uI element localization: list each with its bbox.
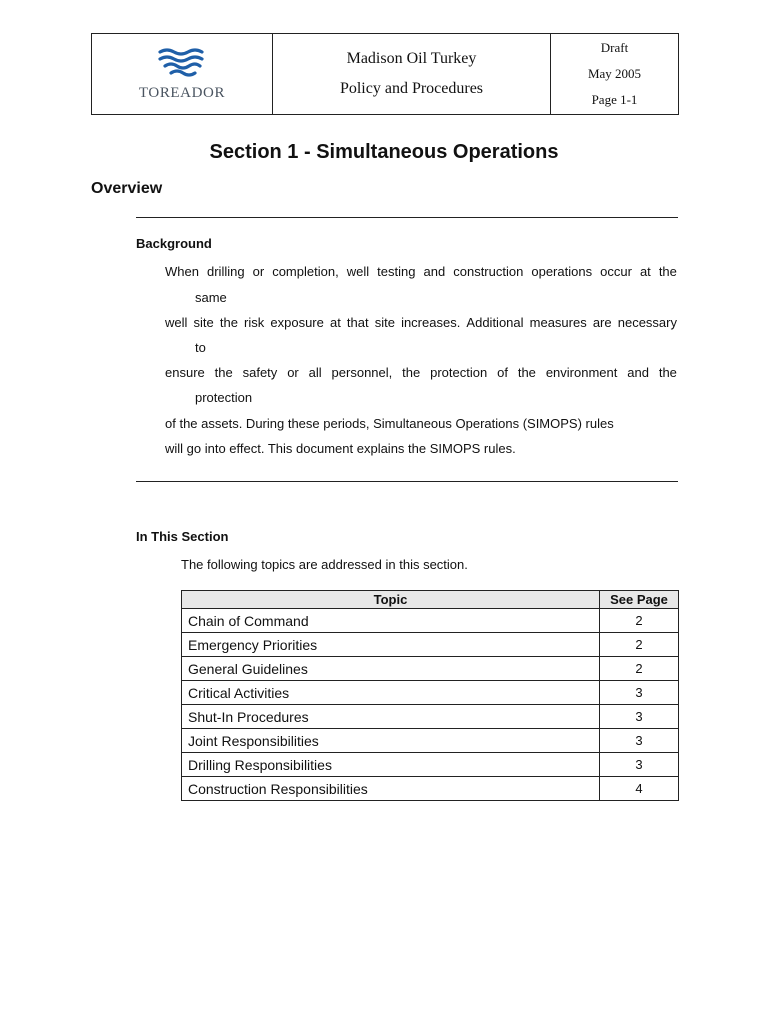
word: completion, <box>272 264 339 279</box>
word: at <box>329 315 341 330</box>
table-row <box>182 753 679 777</box>
word: the <box>658 264 677 279</box>
logo-cell <box>92 34 273 114</box>
header-title-cell <box>273 34 551 114</box>
word: construction <box>453 264 524 279</box>
word: testing <box>377 264 416 279</box>
page-cell: 3 <box>600 753 679 777</box>
table-row <box>182 681 679 705</box>
divider-top <box>136 217 678 218</box>
word: exposure <box>270 315 324 330</box>
word: protection <box>430 365 488 380</box>
logo-text: TOREADOR <box>138 84 226 101</box>
background-line-8: will go into effect. This document explains the SIMOPS rules. <box>165 441 516 456</box>
word: safety <box>242 365 278 380</box>
word: that <box>346 315 369 330</box>
table-row <box>182 729 679 753</box>
table-row <box>182 657 679 681</box>
table-row <box>182 609 679 633</box>
topic-cell: Emergency Priorities <box>182 633 600 657</box>
document-header <box>91 33 679 115</box>
topic-cell: Drilling Responsibilities <box>182 753 600 777</box>
word: increases. <box>401 315 461 330</box>
topic-cell: Shut-In Procedures <box>182 705 600 729</box>
word: measures <box>529 315 587 330</box>
topics-table-body <box>182 609 679 801</box>
divider-bottom <box>136 481 678 482</box>
word: personnel, <box>331 365 393 380</box>
topic-column-header: Topic <box>182 591 600 609</box>
table-row <box>182 705 679 729</box>
topic-cell: General Guidelines <box>182 657 600 681</box>
topic-cell: Construction Responsibilities <box>182 777 600 801</box>
section-title: Section 1 - Simultaneous Operations <box>209 141 559 163</box>
background-line-3 <box>165 315 677 330</box>
draft-status: Draft <box>600 40 629 55</box>
word: the <box>402 365 421 380</box>
word: all <box>308 365 322 380</box>
page-number: Page 1-1 <box>591 92 638 107</box>
word: and <box>627 365 649 380</box>
word: site <box>193 315 214 330</box>
word: or <box>287 365 299 380</box>
table-header-row <box>182 591 679 609</box>
toreador-logo-icon <box>157 47 207 77</box>
word: the <box>517 365 536 380</box>
page-cell: 3 <box>600 729 679 753</box>
word: operations <box>531 264 593 279</box>
see-page-column-header: See Page <box>600 591 679 609</box>
page-cell: 3 <box>600 705 679 729</box>
word: When <box>165 264 199 279</box>
background-line-5 <box>165 365 677 380</box>
word: of <box>497 365 508 380</box>
table-row <box>182 777 679 801</box>
word: occur <box>600 264 632 279</box>
word: ensure <box>165 365 205 380</box>
page-cell: 3 <box>600 681 679 705</box>
background-line-6: protection <box>195 390 253 405</box>
background-line-1 <box>165 264 677 279</box>
section-intro: The following topics are addressed in this section. <box>181 557 468 572</box>
overview-heading: Overview <box>91 180 163 197</box>
background-line-7: of the assets. During these periods, Simultaneous Operations (SIMOPS) rules <box>165 416 614 431</box>
topic-cell: Joint Responsibilities <box>182 729 600 753</box>
word: environment <box>545 365 618 380</box>
page-cell: 4 <box>600 777 679 801</box>
word: and <box>423 264 446 279</box>
word: Additional <box>466 315 524 330</box>
word: the <box>219 315 238 330</box>
word: at <box>639 264 651 279</box>
background-line-2: same <box>195 290 227 305</box>
topic-cell: Critical Activities <box>182 681 600 705</box>
page-cell: 2 <box>600 633 679 657</box>
word: the <box>658 365 677 380</box>
word: well <box>165 315 188 330</box>
table-row <box>182 633 679 657</box>
page-cell: 2 <box>600 609 679 633</box>
word: drilling <box>207 264 245 279</box>
background-heading: Background <box>136 236 212 251</box>
manual-title: Policy and Procedures <box>339 80 484 97</box>
word: site <box>374 315 395 330</box>
page-cell: 2 <box>600 657 679 681</box>
topics-table <box>181 590 679 801</box>
topic-cell: Chain of Command <box>182 609 600 633</box>
word: necessary <box>617 315 677 330</box>
word: or <box>252 264 265 279</box>
document-date: May 2005 <box>587 66 642 81</box>
word: the <box>214 365 233 380</box>
header-meta-cell <box>551 34 678 114</box>
word: well <box>346 264 370 279</box>
background-line-4: to <box>195 340 206 355</box>
in-this-section-heading: In This Section <box>136 529 229 544</box>
company-title: Madison Oil Turkey <box>346 50 477 67</box>
word: are <box>592 315 612 330</box>
word: risk <box>244 315 265 330</box>
